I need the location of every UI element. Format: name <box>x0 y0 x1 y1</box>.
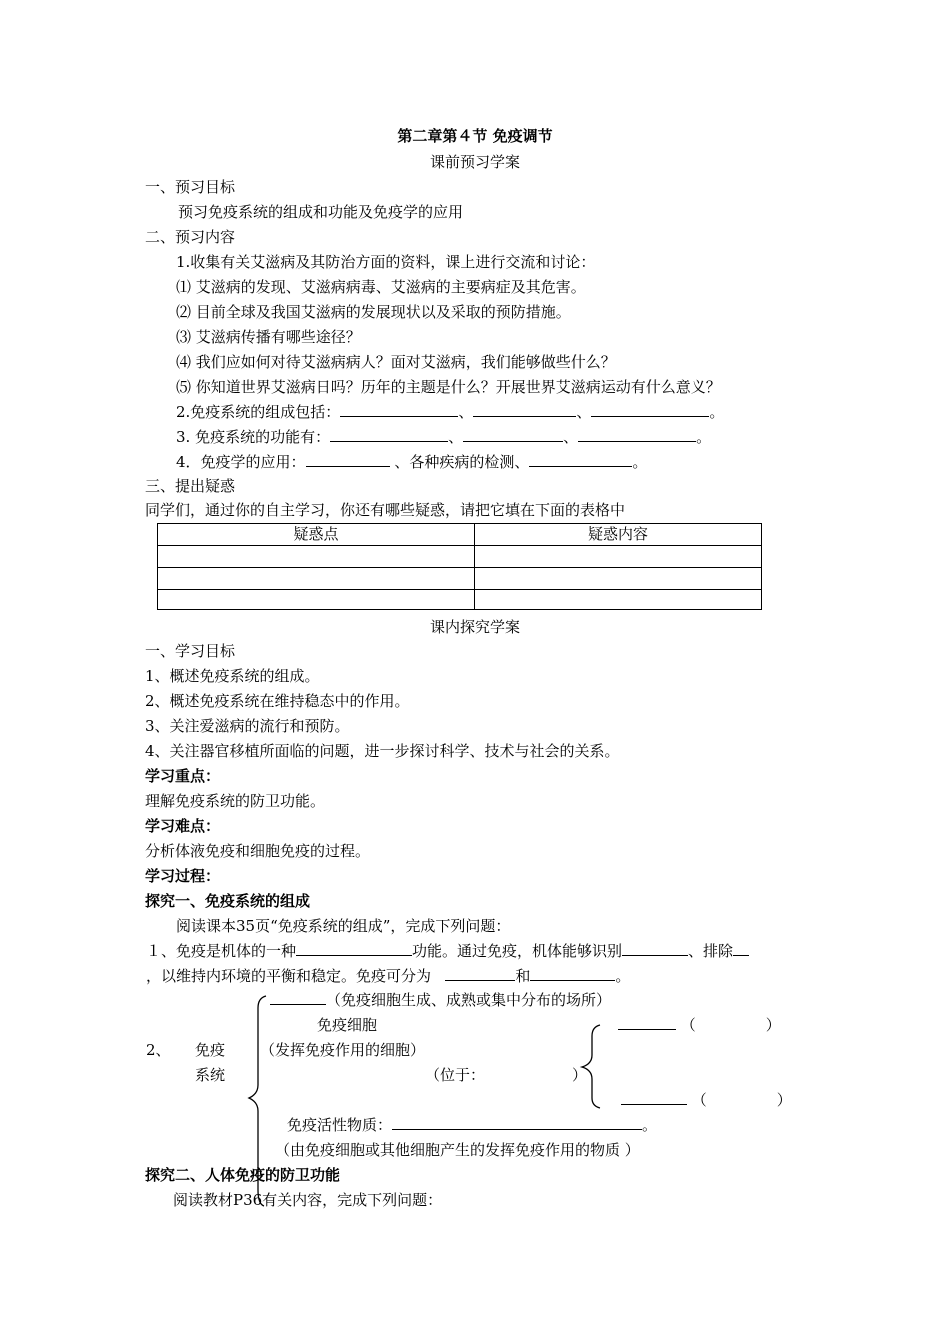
difficulty-heading: 学习难点： <box>145 817 221 835</box>
pre-study-subtitle: 课前预习学案 <box>429 153 520 171</box>
blank-recognize[interactable] <box>622 941 688 956</box>
explore-1-intro: 阅读课本35页“免疫系统的组成”，完成下列问题： <box>176 917 511 935</box>
blank-immune-composition-1[interactable] <box>340 402 458 417</box>
immune-cell-label: 免疫细胞 <box>317 1016 378 1034</box>
goal-item: 3、关注爱滋病的流行和预防。 <box>145 717 350 735</box>
table-cell[interactable] <box>475 546 762 568</box>
pre-item-1: 1.收集有关艾滋病及其防治方面的资料，课上进行交流和讨论： <box>176 253 596 271</box>
explore-1-heading: 探究一、免疫系统的组成 <box>145 892 311 910</box>
pre-question-1: ⑴ 艾滋病的发现、艾滋病病毒、艾滋病的主要病症及其危害。 <box>176 278 586 296</box>
goals-heading: 一、学习目标 <box>145 642 236 660</box>
blank-immune-type-2[interactable] <box>530 966 615 981</box>
question-2-number: 2、 <box>146 1041 171 1059</box>
process-heading: 学习过程： <box>145 867 221 885</box>
key-point-heading: 学习重点： <box>145 767 221 785</box>
blank-immunology-application-2[interactable] <box>529 452 632 467</box>
question-1-line-1: １、免疫是机体的一种 功能。通过免疫，机体能够识别 、排除 <box>146 941 749 961</box>
doubt-table <box>157 523 762 610</box>
table-row <box>158 590 762 610</box>
table-cell[interactable] <box>158 546 475 568</box>
doubt-heading: 三、提出疑惑 <box>145 477 236 495</box>
pre-item-4: 4．免疫学的应用： 、各种疾病的检测、 。 <box>176 453 648 471</box>
blank-eliminate[interactable] <box>733 941 749 956</box>
key-point-text: 理解免疫系统的防卫功能。 <box>145 792 326 810</box>
pre-item-2: 2.免疫系统的组成包括： 、 、 。 <box>176 403 725 421</box>
goal-item: 4、关注器官移植所面临的问题，进一步探讨科学、技术与社会的关系。 <box>145 742 620 760</box>
blank-immunology-application-1[interactable] <box>306 452 390 467</box>
immune-system-label-1: 免疫 <box>195 1041 226 1059</box>
blank-cell-type-1[interactable] <box>618 1015 676 1030</box>
blank-immune-function-1[interactable] <box>330 427 448 442</box>
page-title: 第二章第４节 免疫调节 <box>397 127 553 145</box>
pre-goal-text: 预习免疫系统的组成和功能及免疫学的应用 <box>178 203 464 221</box>
table-cell[interactable] <box>475 568 762 590</box>
cell-branch-1: （ ） <box>618 1015 781 1035</box>
blank-cell-type-2[interactable] <box>621 1090 687 1105</box>
immune-organ-line: （免疫细胞生成、成熟或集中分布的场所） <box>270 990 611 1010</box>
table-cell[interactable] <box>475 590 762 610</box>
question-1-line-2: ，以维持内环境的平衡和稳定。免疫可分为 和 。 <box>146 967 631 985</box>
table-cell[interactable] <box>158 590 475 610</box>
table-header-doubt-point: 疑惑点 <box>158 524 475 546</box>
blank-immune-nature[interactable] <box>296 941 412 956</box>
item3-label: 3. 免疫系统的功能有： <box>176 428 331 446</box>
pre-question-2: ⑵ 目前全球及我国艾滋病的发展现状以及采取的预防措施。 <box>176 303 571 321</box>
in-class-subtitle: 课内探究学案 <box>429 618 520 636</box>
goal-item: 1、概述免疫系统的组成。 <box>145 667 320 685</box>
blank-immune-function-2[interactable] <box>463 427 563 442</box>
pre-question-5: ⑸ 你知道世界艾滋病日吗？历年的主题是什么？开展世界艾滋病运动有什么意义？ <box>176 378 721 396</box>
table-header-doubt-content: 疑惑内容 <box>475 524 762 546</box>
pre-item-3: 3. 免疫系统的功能有： 、 、 。 <box>176 428 712 446</box>
explore-2-intro: 阅读教材P36有关内容，完成下列问题： <box>173 1191 443 1209</box>
cell-branch-2: （ ） <box>621 1090 792 1110</box>
pre-question-4: ⑷ 我们应如何对待艾滋病病人？面对艾滋病，我们能够做些什么？ <box>176 353 616 371</box>
table-row <box>158 546 762 568</box>
location-note: （位于： <box>425 1066 486 1084</box>
table-row <box>158 568 762 590</box>
blank-immune-composition-3[interactable] <box>591 402 709 417</box>
goal-item: 2、概述免疫系统在维持稳态中的作用。 <box>145 692 410 710</box>
blank-immune-function-3[interactable] <box>578 427 696 442</box>
pre-question-3: ⑶ 艾滋病传播有哪些途径？ <box>176 328 361 346</box>
blank-active-substance[interactable] <box>392 1115 642 1130</box>
item2-label: 2.免疫系统的组成包括： <box>176 403 341 421</box>
table-header-row <box>158 524 762 546</box>
table-cell[interactable] <box>158 568 475 590</box>
active-substance-note: （由免疫细胞或其他细胞产生的发挥免疫作用的物质 ） <box>275 1141 640 1159</box>
difficulty-text: 分析体液免疫和细胞免疫的过程。 <box>145 842 371 860</box>
immune-system-label-2: 系统 <box>195 1066 226 1084</box>
pre-content-heading: 二、预习内容 <box>145 228 236 246</box>
item4-label: 4．免疫学的应用： <box>176 453 306 471</box>
explore-2-heading: 探究二、人体免疫的防卫功能 <box>145 1166 341 1184</box>
blank-immune-type-1[interactable] <box>445 966 515 981</box>
doubt-instruction: 同学们，通过你的自主学习，你还有哪些疑惑，请把它填在下面的表格中 <box>145 501 626 519</box>
immune-cell-note: （发挥免疫作用的细胞） <box>260 1041 426 1059</box>
blank-immune-composition-2[interactable] <box>473 402 576 417</box>
pre-goal-heading: 一、预习目标 <box>145 178 236 196</box>
active-substance-line: 免疫活性物质： 。 <box>287 1116 658 1134</box>
location-close-paren: ） <box>572 1066 588 1084</box>
blank-immune-organ[interactable] <box>270 990 326 1005</box>
